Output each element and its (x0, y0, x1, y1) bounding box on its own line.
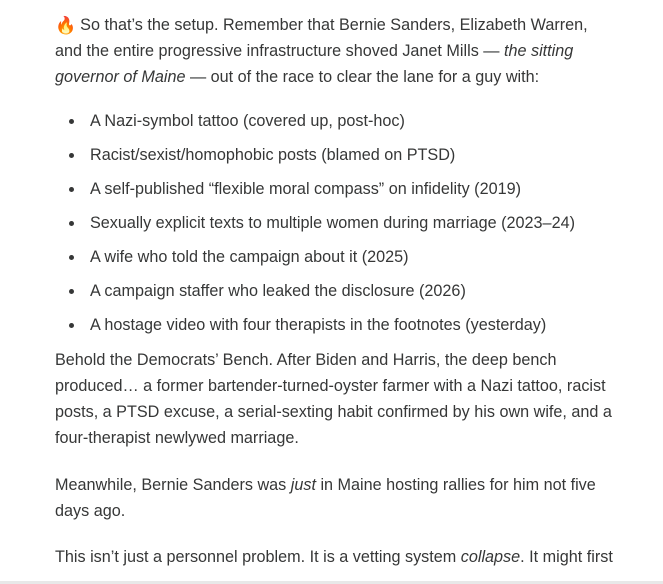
bullet-dot-icon (69, 323, 74, 328)
fire-icon: 🔥 (55, 16, 77, 35)
intro-text-2: — out of the race to clear the lane for a guy with: (185, 68, 540, 86)
bernie-text-2: in Maine hosting rallies for him not five days ago. (55, 476, 596, 520)
bullet-dot-icon (69, 255, 74, 260)
vetting-paragraph (55, 544, 615, 570)
vetting-text-2: . It might first (520, 548, 613, 566)
list-item-text: A self-published “flexible moral compass” on infidelity (2019) (90, 180, 521, 198)
article-body (55, 12, 615, 570)
list-item (55, 280, 615, 314)
vetting-text-1: This isn’t just a personnel problem. It is a vetting system (55, 548, 461, 566)
list-item-text: A Nazi-symbol tattoo (covered up, post-hoc) (90, 112, 405, 130)
bullet-dot-icon (69, 119, 74, 124)
list-item (55, 178, 615, 212)
list-item-text: A wife who told the campaign about it (2025) (90, 248, 409, 266)
bernie-text-italic: just (290, 476, 316, 494)
bullet-dot-icon (69, 289, 74, 294)
intro-text-italic: the sitting governor of Maine (55, 42, 574, 86)
list-item-text: A hostage video with four therapists in the footnotes (yesterday) (90, 316, 547, 334)
bullet-dot-icon (69, 153, 74, 158)
bullet-dot-icon (69, 221, 74, 226)
list-item-text: Racist/sexist/homophobic posts (blamed on PTSD) (90, 146, 456, 164)
list-item-text: A campaign staffer who leaked the disclosure (2026) (90, 282, 466, 300)
bullet-dot-icon (69, 187, 74, 192)
list-item (55, 246, 615, 280)
intro-text-1: So that’s the setup. Remember that Bernie Sanders, Elizabeth Warren, and the entire progressive infrastructure shoved Janet Mills — (55, 16, 588, 60)
bernie-paragraph (55, 472, 615, 524)
bullet-list (55, 110, 615, 348)
list-item (55, 144, 615, 178)
vetting-text-italic: collapse (460, 548, 521, 566)
bernie-text-1: Meanwhile, Bernie Sanders was (55, 476, 291, 494)
list-item (55, 110, 615, 144)
list-item-text: Sexually explicit texts to multiple women during marriage (2023–24) (90, 214, 575, 232)
bench-paragraph: Behold the Democrats’ Bench. After Biden and Harris, the deep bench produced… a former bartender-turned-oyster farmer with a Nazi tattoo, racist posts, a PTSD excuse, a serial-sexting habit confirmed by his own wife, and a four-therapist newlywed marriage. (55, 351, 612, 447)
list-item (55, 212, 615, 246)
list-item (55, 314, 615, 348)
intro-paragraph (55, 12, 615, 90)
